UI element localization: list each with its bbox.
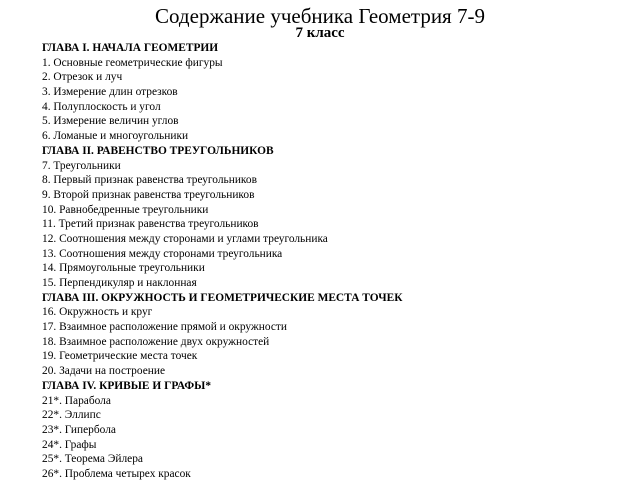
toc-item: 4. Полуплоскость и угол: [42, 100, 161, 113]
chapter-heading: ГЛАВА II. РАВЕНСТВО ТРЕУГОЛЬНИКОВ: [42, 144, 274, 157]
toc-item: 20. Задачи на построение: [42, 365, 165, 378]
toc-item: 17. Взаимное расположение прямой и окружности: [42, 321, 288, 334]
toc-item: 7. Треугольники: [42, 159, 121, 172]
toc-item: 18. Взаимное расположение двух окружностей: [42, 335, 270, 348]
toc-item: 19. Геометрические места точек: [42, 350, 198, 363]
toc-item: 22*. Эллипс: [42, 409, 101, 422]
toc-item: 24*. Графы: [42, 438, 97, 451]
toc-item: 21*. Парабола: [42, 394, 111, 407]
toc-item: 14. Прямоугольные треугольники: [42, 262, 205, 275]
toc-item: 16. Окружность и круг: [42, 306, 153, 319]
toc-item: 11. Третий признак равенства треугольников: [42, 218, 259, 231]
toc-item: 2. Отрезок и луч: [42, 71, 123, 84]
toc-item: 25*. Теорема Эйлера: [42, 453, 143, 466]
page-title: Содержание учебника Геометрия 7-9: [155, 4, 485, 28]
toc-item: 23*. Гипербола: [42, 423, 116, 436]
toc-item: 13. Соотношения между сторонами треугольника: [42, 247, 283, 260]
toc-item: 9. Второй признак равенства треугольников: [42, 188, 255, 201]
toc-item: 6. Ломаные и многоугольники: [42, 130, 189, 143]
chapter-heading: ГЛАВА III. ОКРУЖНОСТЬ И ГЕОМЕТРИЧЕСКИЕ МЕСТА ТОЧЕК: [42, 291, 403, 304]
toc-item: 15. Перпендикуляр и наклонная: [42, 277, 197, 289]
table-of-contents: [42, 41, 632, 482]
toc-item: 5. Измерение величин углов: [42, 115, 179, 128]
toc-item: 8. Первый признак равенства треугольников: [42, 174, 257, 187]
toc-item: 12. Соотношения между сторонами и углами треугольника: [42, 232, 328, 245]
toc-item: 3. Измерение длин отрезков: [42, 86, 178, 99]
chapter-heading: ГЛАВА I. НАЧАЛА ГЕОМЕТРИИ: [42, 42, 219, 54]
toc-item: 1. Основные геометрические фигуры: [42, 56, 223, 69]
toc-item: 10. Равнобедренные треугольники: [42, 203, 209, 216]
chapter-heading: ГЛАВА IV. КРИВЫЕ И ГРАФЫ*: [42, 379, 212, 392]
toc-item: 26*. Проблема четырех красок: [42, 467, 191, 480]
grade-subtitle: 7 класс: [295, 25, 345, 41]
